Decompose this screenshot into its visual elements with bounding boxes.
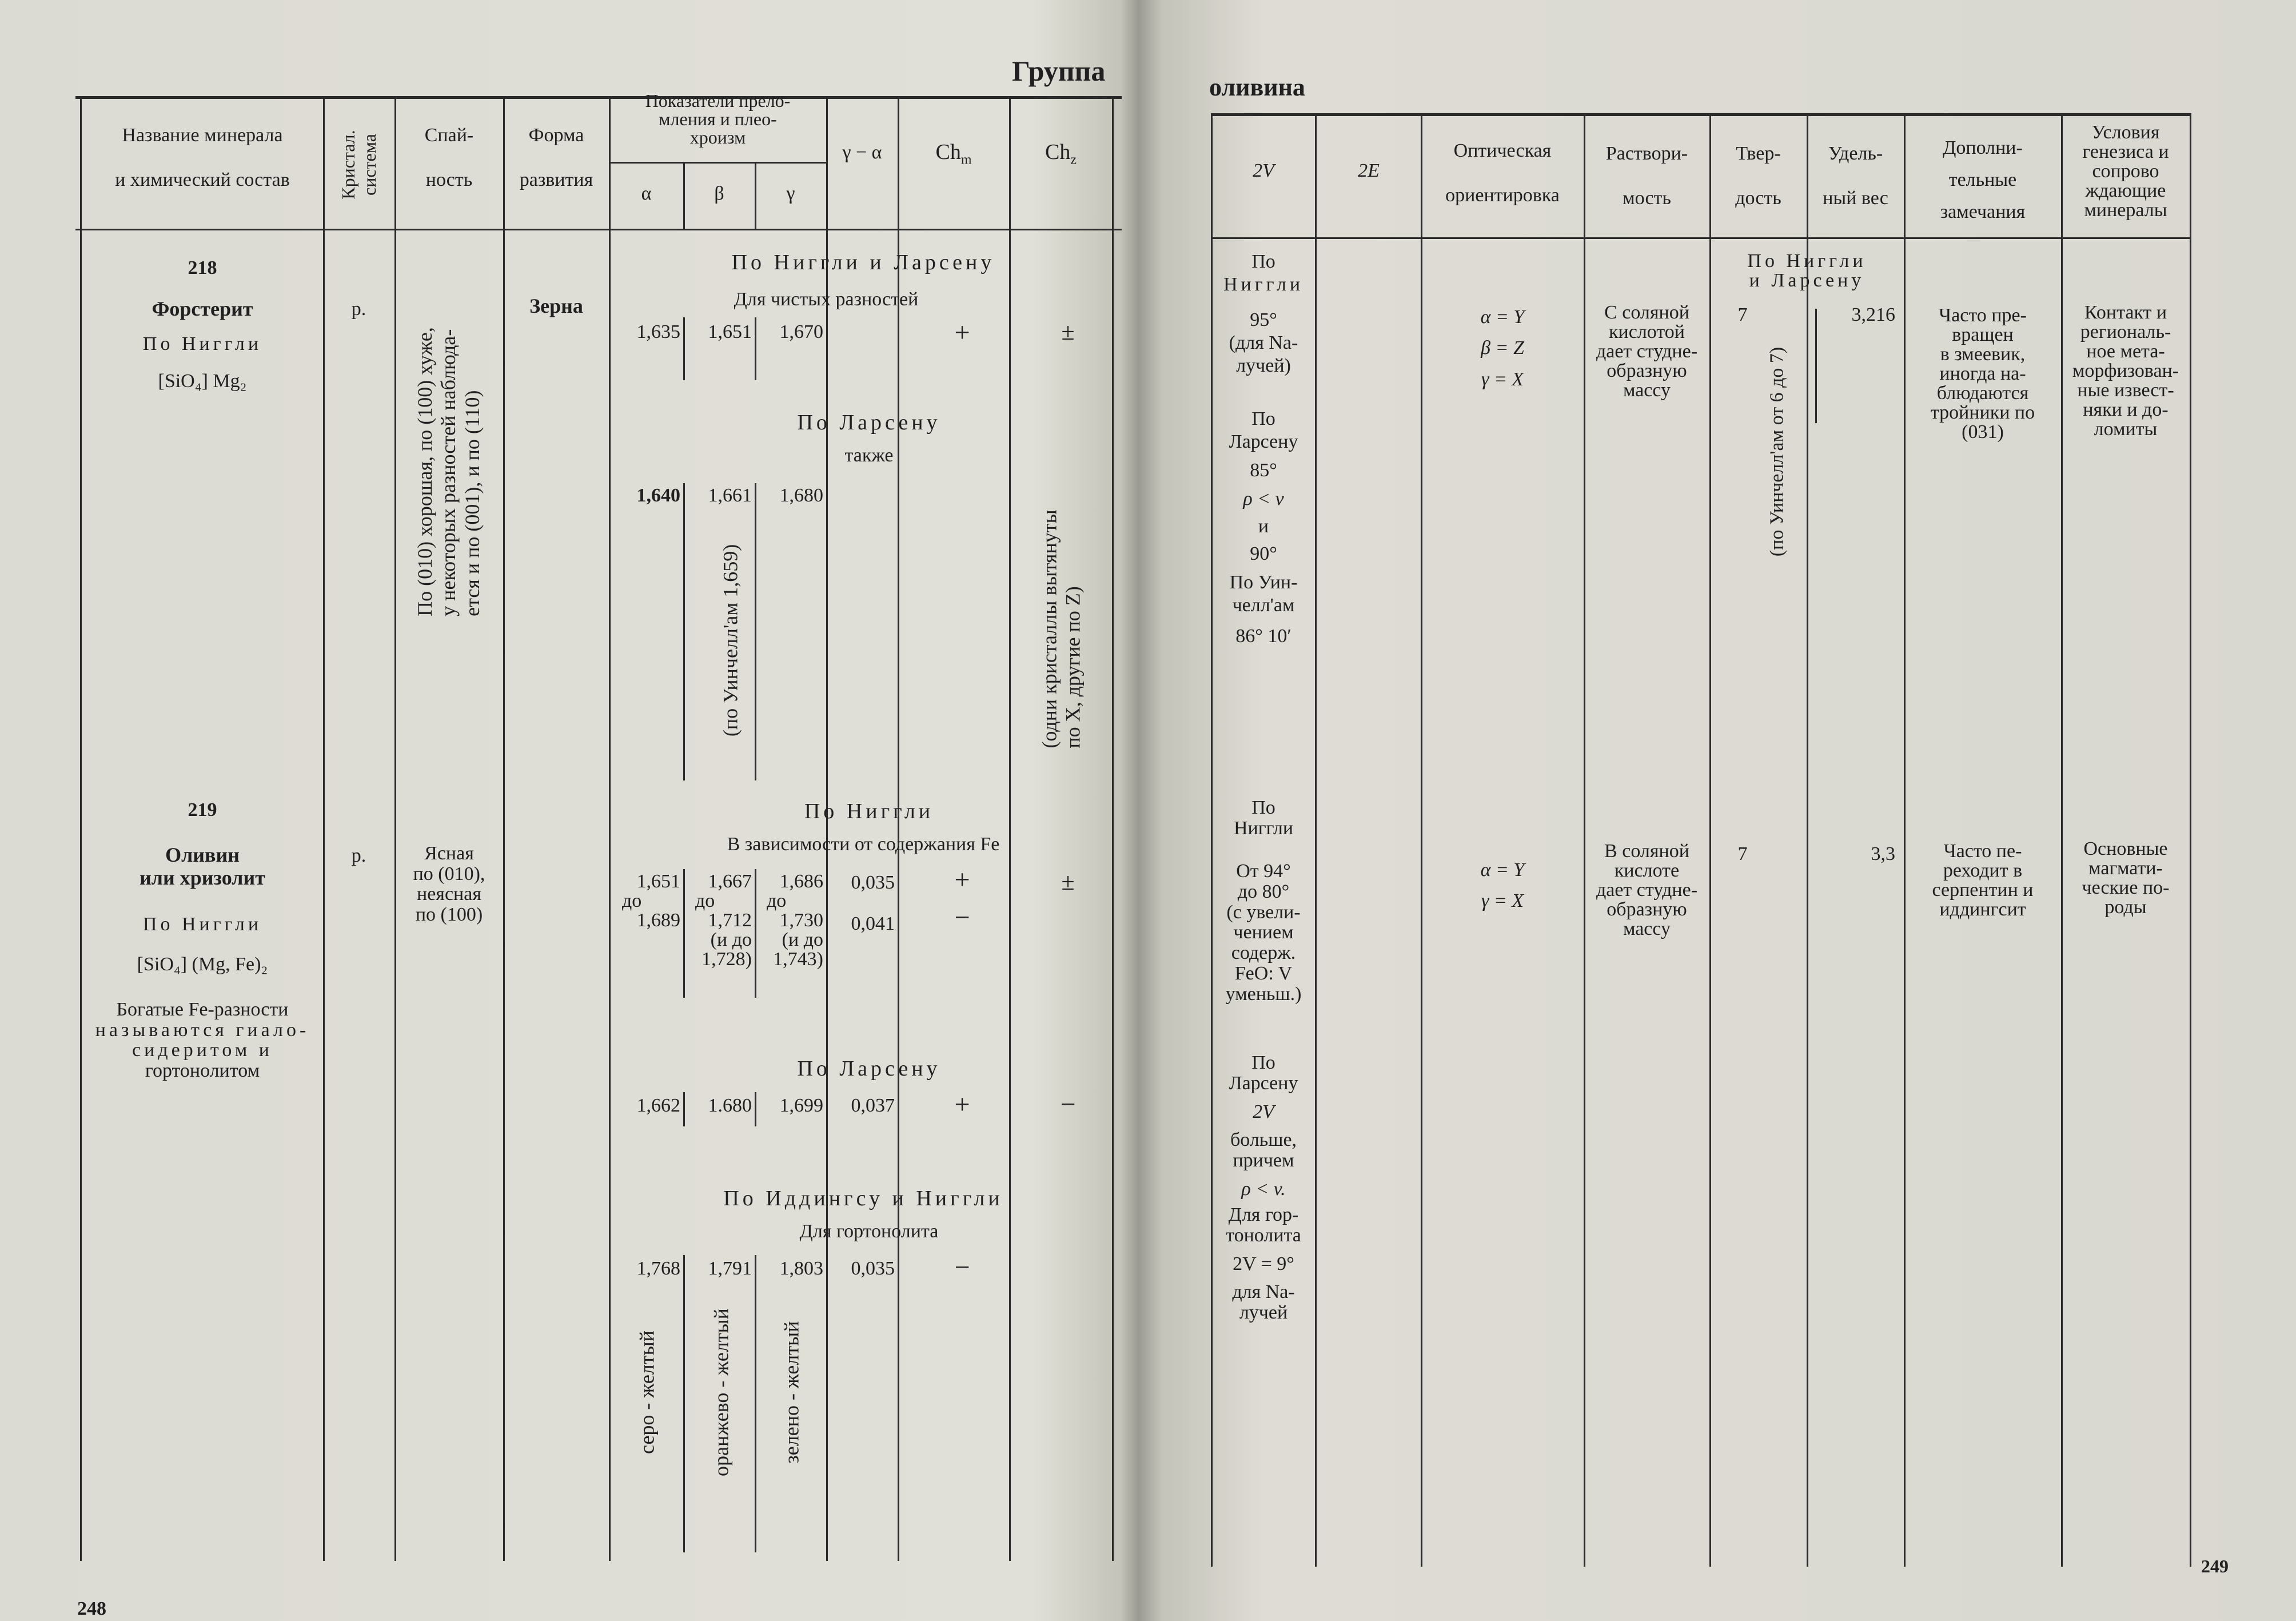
value-gamma: 1,686 до 1,730 (и до 1,743) (767, 871, 823, 970)
col-rule (2190, 114, 2191, 1567)
col-rule (394, 97, 396, 1561)
mineral-formula: [SiO₄] Mg₂ (158, 371, 247, 392)
pleochroism-alpha: серо - желтый (635, 1331, 659, 1454)
hardness-value: 7 (1737, 843, 1748, 865)
section-title: По Иддингсу и Ниггли (723, 1186, 1003, 1210)
value-chz: ± (1061, 869, 1075, 895)
value-beta: 1,791 (708, 1258, 752, 1279)
extra-notes: Часто пре- вращен в змеевик, иногда на- блюдаются тройники по (031) (1930, 305, 2035, 443)
value-divider (826, 869, 828, 998)
refraction-subheader-rule (609, 162, 826, 164)
value-chm: + (954, 1089, 970, 1120)
mineral-name: Оливин или хризолит (139, 843, 265, 890)
header-refraction: Показатели прело- мления и плео- хроизм (645, 90, 791, 148)
header-cleavage: Спай- ность (424, 125, 474, 191)
col-rule (1009, 97, 1011, 1561)
section-subtitle: В зависимости от содержания Fe (727, 834, 1000, 855)
value-divider (826, 317, 828, 380)
header-system: Кристал. система (338, 130, 380, 200)
col-rule (1211, 114, 1213, 1567)
value-alpha: 1,651 до 1,689 (622, 871, 680, 931)
value-alpha: 1,640 (636, 485, 680, 506)
solubility-text: В соляной кислоте дает студне- образную массу (1596, 841, 1698, 939)
chz-note: (одни кристаллы вытянуты по X, другие по Z) (1038, 509, 1085, 748)
header-beta: β (714, 183, 724, 204)
beta-note: (по Уинчелл'ам 1,659) (719, 544, 742, 737)
value-gamma-minus-alpha: 0,037 (851, 1095, 895, 1116)
hardness-value: 7 (1737, 304, 1748, 325)
mineral-formula: [SiO₄] (Mg, Fe)₂ (137, 954, 268, 975)
value-divider (826, 1092, 828, 1126)
value-beta: 1,651 (708, 321, 752, 342)
hardness-note: (по Уинчелл'ам от 6 до 7) (1766, 346, 1788, 557)
genesis-notes: Основные магмати- ческие по- роды (2082, 838, 2170, 918)
col-rule (1709, 114, 1711, 1567)
page-number-left: 248 (77, 1598, 106, 1619)
value-chm: + − (954, 865, 970, 933)
mineral-note: Богатые Fe-разности называются гиало- сидеритом и гортонолитом (95, 999, 310, 1082)
value-gamma: 1,803 (779, 1258, 823, 1279)
mineral-source: По Ниггли (142, 914, 262, 935)
section-title: По Ниггли (804, 799, 934, 823)
extra-notes: Часто пе- реходит в серпентин и иддингсит (1932, 841, 2034, 920)
section-title: По Ниггли и Ларсену (731, 250, 995, 274)
header-form: Форма развития (519, 125, 593, 191)
header-hardness: Твер- дость (1735, 143, 1781, 209)
value-divider (683, 1255, 685, 1552)
genesis-notes: Контакт и региональ- ное мета- морфизован- ные извест- няки и до- ломиты (2072, 302, 2179, 440)
value-chm: − (954, 1252, 970, 1283)
value-alpha: 1,635 (636, 321, 680, 342)
header-2v: 2V (1253, 160, 1274, 181)
value-divider (826, 1255, 828, 1552)
value-beta: 1.680 (708, 1095, 752, 1116)
running-head-left: Группа (1012, 55, 1106, 87)
value-divider (755, 869, 756, 998)
header-solubility: Раствори- мость (1605, 143, 1688, 209)
col-rule (898, 97, 899, 1561)
header-bottom-rule (75, 229, 1122, 230)
value-divider (683, 1092, 685, 1126)
section-subtitle: Для гортонолита (799, 1221, 939, 1242)
value-chm: + (954, 317, 970, 348)
value-2v: По Ниггли 95° (для Na- лучей) По Ларсену 85° ρ < v и 90° По Уин- челл'ам 86° 10′ (1223, 251, 1304, 647)
table-top-rule (1211, 113, 2191, 116)
mineral-number: 219 (188, 799, 217, 821)
mineral-number: 218 (188, 257, 217, 278)
value-gamma: 1,670 (779, 321, 823, 342)
value-divider (755, 483, 756, 780)
value-alpha: 1,768 (636, 1258, 680, 1279)
col-rule (1315, 114, 1317, 1567)
col-rule (609, 97, 611, 1561)
value-divider (683, 317, 685, 380)
cleavage-text: Ясная по (010), неясная по (100) (413, 843, 485, 926)
header-2e: 2E (1358, 160, 1380, 181)
value-divider (683, 483, 685, 780)
left-outer-rule (80, 97, 82, 1561)
crystal-system: р. (351, 845, 366, 866)
solubility-text: С соляной кислотой дает студне- образную массу (1596, 302, 1698, 401)
cleavage-text: По (010) хорошая, по (100) хуже, у некоторых разностей наблюда- ется и по (001), и по (110) (413, 327, 484, 616)
value-gamma: 1,699 (779, 1095, 823, 1116)
value-divider (1815, 309, 1817, 423)
header-name: Название минерала и химический состав (115, 125, 290, 191)
section-title: По Ларсену (797, 411, 941, 435)
header-chm: $Ch_m$ (935, 140, 972, 168)
crystal-system: р. (351, 298, 366, 320)
section-subtitle: также (844, 445, 894, 466)
col-rule (1807, 114, 1808, 1567)
header-chz: $Ch_z$ (1045, 140, 1077, 168)
value-chz: − (1060, 1089, 1076, 1120)
running-head-right: оливина (1209, 73, 1305, 101)
header-gamma-minus-alpha: γ − α (842, 142, 882, 163)
header-gamma: γ (786, 183, 795, 204)
header-extra: Дополни- тельные замечания (1940, 137, 2026, 223)
table-top-rule (75, 96, 1122, 99)
hardness-sg-source: По Ниггли и Ларсену (1747, 250, 1867, 291)
mineral-source: По Ниггли (142, 333, 262, 355)
header-genesis: Условия генезиса и сопрово ждающие минералы (2082, 122, 2169, 221)
value-beta: 1,667 до 1,712 (и до 1,728) (695, 871, 752, 970)
optic-orientation: α = Y β = Z γ = X (1480, 306, 1525, 390)
value-divider (755, 1255, 756, 1552)
value-alpha: 1,662 (636, 1095, 680, 1116)
header-specific-gravity: Удель- ный вес (1823, 143, 1888, 209)
specific-gravity-value: 3,216 (1851, 304, 1895, 325)
section-title: По Ларсену (797, 1057, 941, 1081)
value-divider (755, 317, 756, 380)
section-subtitle: Для чистых разностей (734, 289, 919, 310)
pleochroism-beta: оранжево - желтый (709, 1308, 733, 1476)
col-rule (323, 97, 325, 1561)
value-gamma-minus-alpha: 0,035 0,041 (851, 872, 895, 935)
value-divider (683, 869, 685, 998)
header-optic: Оптическая ориентировка (1445, 140, 1560, 206)
value-divider (826, 483, 828, 780)
value-2v: По Ниггли От 94° до 80° (с увели- чением содерж. FeO: V уменьш.) По Ларсену 2V больше, причем ρ < v. Для гор- тонолита 2V = 9° для Na- лучей (1225, 797, 1302, 1324)
value-gamma: 1,680 (779, 485, 823, 506)
value-chz: ± (1061, 319, 1075, 345)
value-beta: 1,661 (708, 485, 752, 506)
page-number-right: 249 (2201, 1556, 2229, 1576)
header-bottom-rule (1211, 237, 2191, 239)
col-rule (1112, 97, 1114, 1561)
form-of-occurrence: Зерна (529, 294, 583, 317)
specific-gravity-value: 3,3 (1871, 843, 1895, 865)
mineral-name: Форстерит (152, 297, 253, 320)
value-gamma-minus-alpha: 0,035 (851, 1258, 895, 1279)
pleochroism-gamma: зелено - желтый (780, 1321, 803, 1464)
header-alpha: α (641, 183, 652, 204)
value-divider (755, 1092, 756, 1126)
optic-orientation: α = Y γ = X (1480, 859, 1525, 912)
